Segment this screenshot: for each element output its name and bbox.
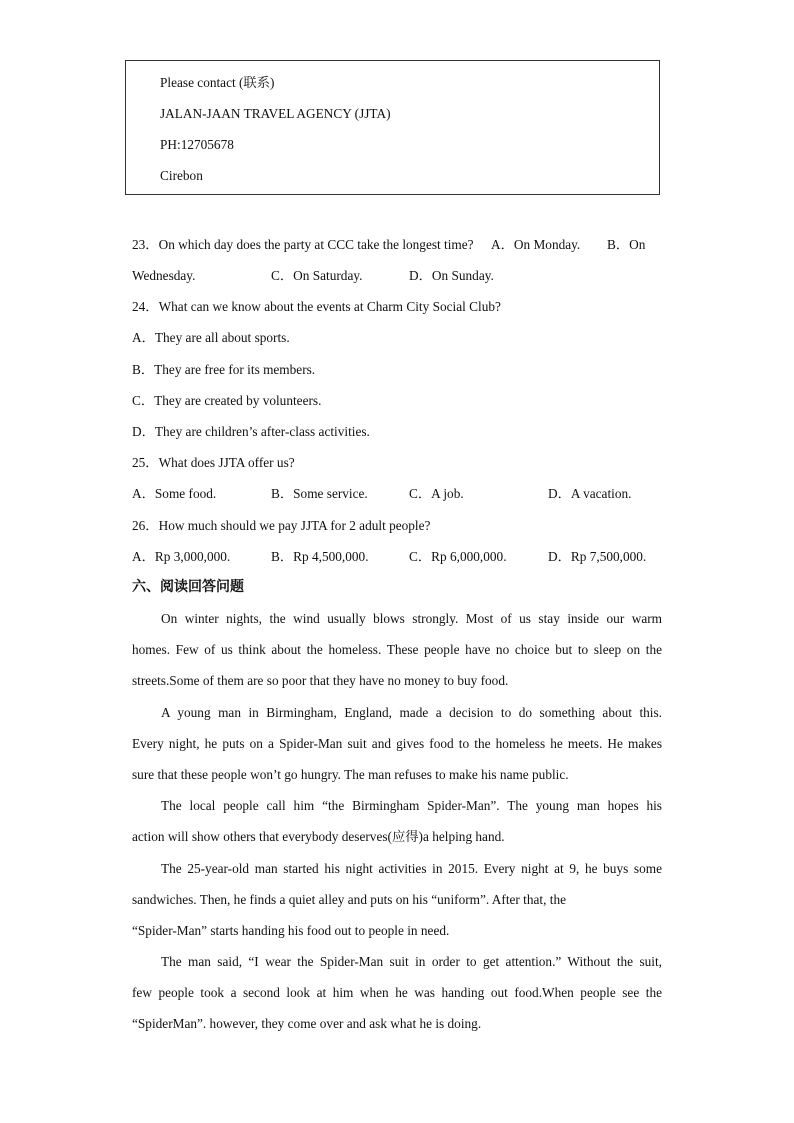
q26-option-d: D．Rp 7,500,000. [548,549,647,564]
q26-option-a: A．Rp 3,000,000. [132,549,231,564]
passage-line: homes. Few of us think about the homeless. These people have no choice but to sleep on the [132,642,662,657]
q24-option-c: C．They are created by volunteers. [132,393,322,408]
passage-line: On winter nights, the wind usually blows strongly. Most of us stay inside our warm [161,611,662,626]
q25-option-a: A．Some food. [132,486,217,501]
passage-line: few people took a second look at him when he was handing out food.When people see the [132,985,662,1000]
q25-option-d: D．A vacation. [548,486,632,501]
contact-line: Please contact (联系) [160,75,275,90]
passage-line: sure that these people won’t go hungry. The man refuses to make his name public. [132,767,569,782]
passage-paragraph-2 [132,697,662,790]
passage-paragraph-3 [132,790,662,852]
q23-option-b-cont: Wednesday. [132,268,196,283]
passage-line: The local people call him “the Birmingham Spider-Man”. The young man hopes his [161,798,662,813]
section-heading: 六、阅读回答问题 [132,579,244,595]
q23-option-d: D．On Sunday. [409,268,494,283]
agency-name: JALAN-JAAN TRAVEL AGENCY (JJTA) [160,106,391,121]
passage-line: “Spider-Man” starts handing his food out to people in need. [132,923,450,938]
passage-line: The man said, “I wear the Spider-Man suit in order to get attention.” Without the suit, [161,954,662,969]
agency-city: Cirebon [160,168,203,183]
passage-line: A young man in Birmingham, England, made a decision to do something about this. [161,705,662,720]
q25-option-b: B．Some service. [271,486,368,501]
passage-line: sandwiches. Then, he finds a quiet alley and puts on his “uniform”. After that, the [132,892,567,907]
q24-option-a: A．They are all about sports. [132,330,290,345]
q23-option-b: B．On [607,237,646,252]
passage-line: “SpiderMan”. however, they come over and ask what he is doing. [132,1016,482,1031]
q25-option-c: C．A job. [409,486,464,501]
q23-option-a: A．On Monday. [491,237,581,252]
passage-line: Every night, he puts on a Spider-Man suit and gives food to the homeless he meets. He makes [132,736,662,751]
passage-line: streets.Some of them are so poor that they have no money to buy food. [132,673,509,688]
q24-option-d: D．They are children’s after-class activities. [132,424,370,439]
q24-option-b: B．They are free for its members. [132,362,316,377]
q26-option-c: C．Rp 6,000,000. [409,549,507,564]
q26-stem: 26．How much should we pay JJTA for 2 adult people? [132,518,431,533]
passage-paragraph-1 [132,603,662,696]
passage-paragraph-4 [132,853,662,946]
passage-paragraph-5 [132,946,662,1039]
passage-line: The 25-year-old man started his night activities in 2015. Every night at 9, he buys some [161,861,662,876]
q24-stem: 24．What can we know about the events at Charm City Social Club? [132,299,501,314]
q23-option-c: C．On Saturday. [271,268,363,283]
q25-stem: 25．What does JJTA offer us? [132,455,295,470]
agency-phone: PH:12705678 [160,137,234,152]
passage-line: action will show others that everybody deserves(应得)a helping hand. [132,829,505,844]
q23-stem: 23．On which day does the party at CCC take the longest time? [132,237,474,252]
q26-option-b: B．Rp 4,500,000. [271,549,369,564]
